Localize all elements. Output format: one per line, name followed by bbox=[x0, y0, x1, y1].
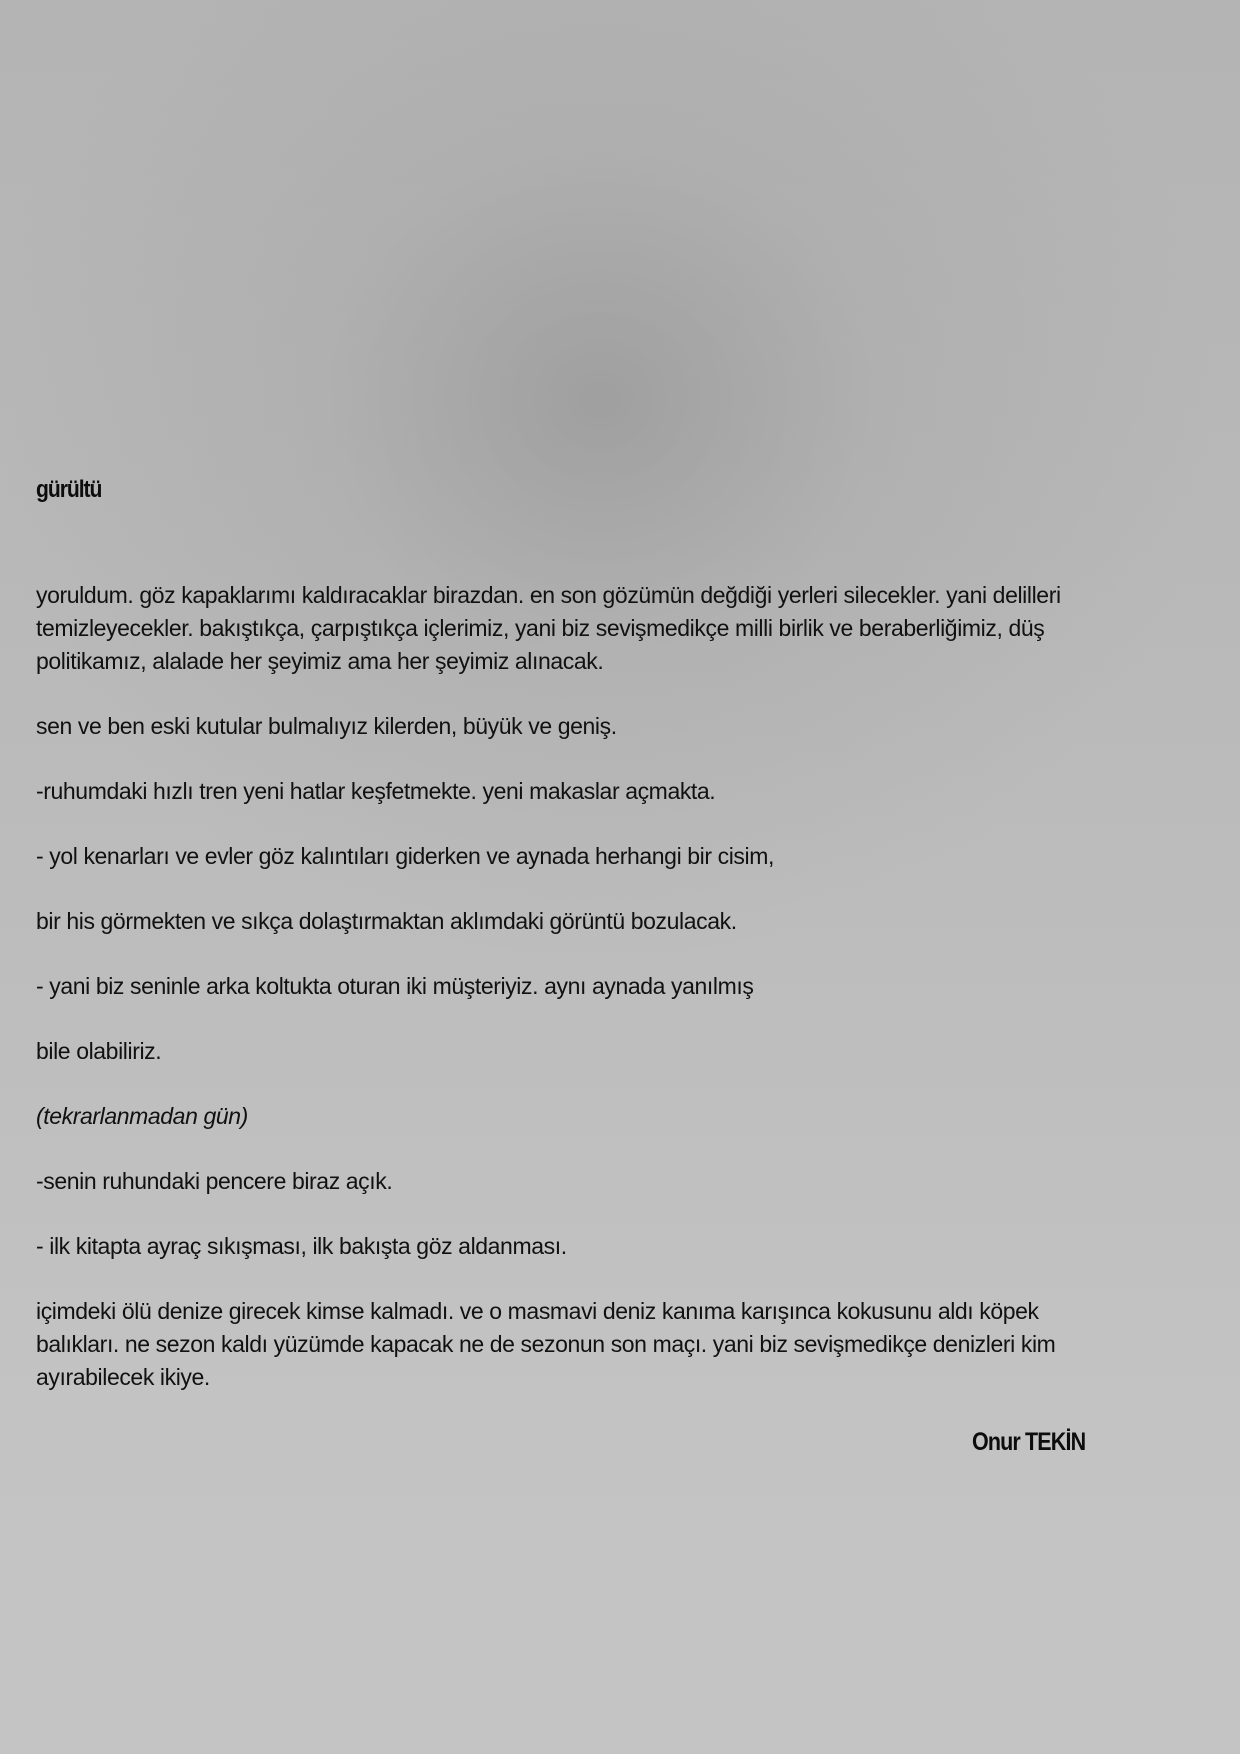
stanza-3: -ruhumdaki hızlı tren yeni hatlar keşfetmekte. yeni makaslar açmakta. bbox=[36, 778, 716, 804]
stanza-10: - ilk kitapta ayraç sıkışması, ilk bakışta göz aldanması. bbox=[36, 1233, 567, 1259]
stanza-5: bir his görmekten ve sıkça dolaştırmaktan aklımdaki görüntü bozulacak. bbox=[36, 908, 737, 934]
author-signature: Onur TEKİN bbox=[972, 1428, 1086, 1456]
stanza-11: içimdeki ölü denize girecek kimse kalmadı. ve o masmavi deniz kanıma karışınca kokusunu aldı köpek balıkları. ne sezon kaldı yüzümde kapacak ne de sezonun son maçı. yani biz sevişmedikçe denizleri kim ayırabilecek ikiye. bbox=[36, 1298, 1056, 1390]
poem-title: gürültü bbox=[36, 476, 102, 503]
stanza-1: yoruldum. göz kapaklarımı kaldıracaklar birazdan. en son gözümün değdiği yerleri silecekler. yani delilleri temizleyecekler. bakıştıkça, çarpıştıkça içlerimiz, yani biz sevişmedikçe milli birlik ve beraberliğimiz, düş politikamız, alalade her şeyimiz ama her şeyimiz alınacak. bbox=[36, 582, 1061, 674]
stanza-7: bile olabiliriz. bbox=[36, 1038, 162, 1064]
stanza-6: - yani biz seninle arka koltukta oturan iki müşteriyiz. aynı aynada yanılmış bbox=[36, 973, 754, 999]
stanza-8-italic-aside: (tekrarlanmadan gün) bbox=[36, 1103, 248, 1129]
stanza-4: - yol kenarları ve evler göz kalıntıları giderken ve aynada herhangi bir cisim, bbox=[36, 843, 774, 869]
stanza-9: -senin ruhundaki pencere biraz açık. bbox=[36, 1168, 393, 1194]
stanza-2: sen ve ben eski kutular bulmalıyız kilerden, büyük ve geniş. bbox=[36, 713, 617, 739]
poem-body bbox=[36, 579, 1226, 1426]
